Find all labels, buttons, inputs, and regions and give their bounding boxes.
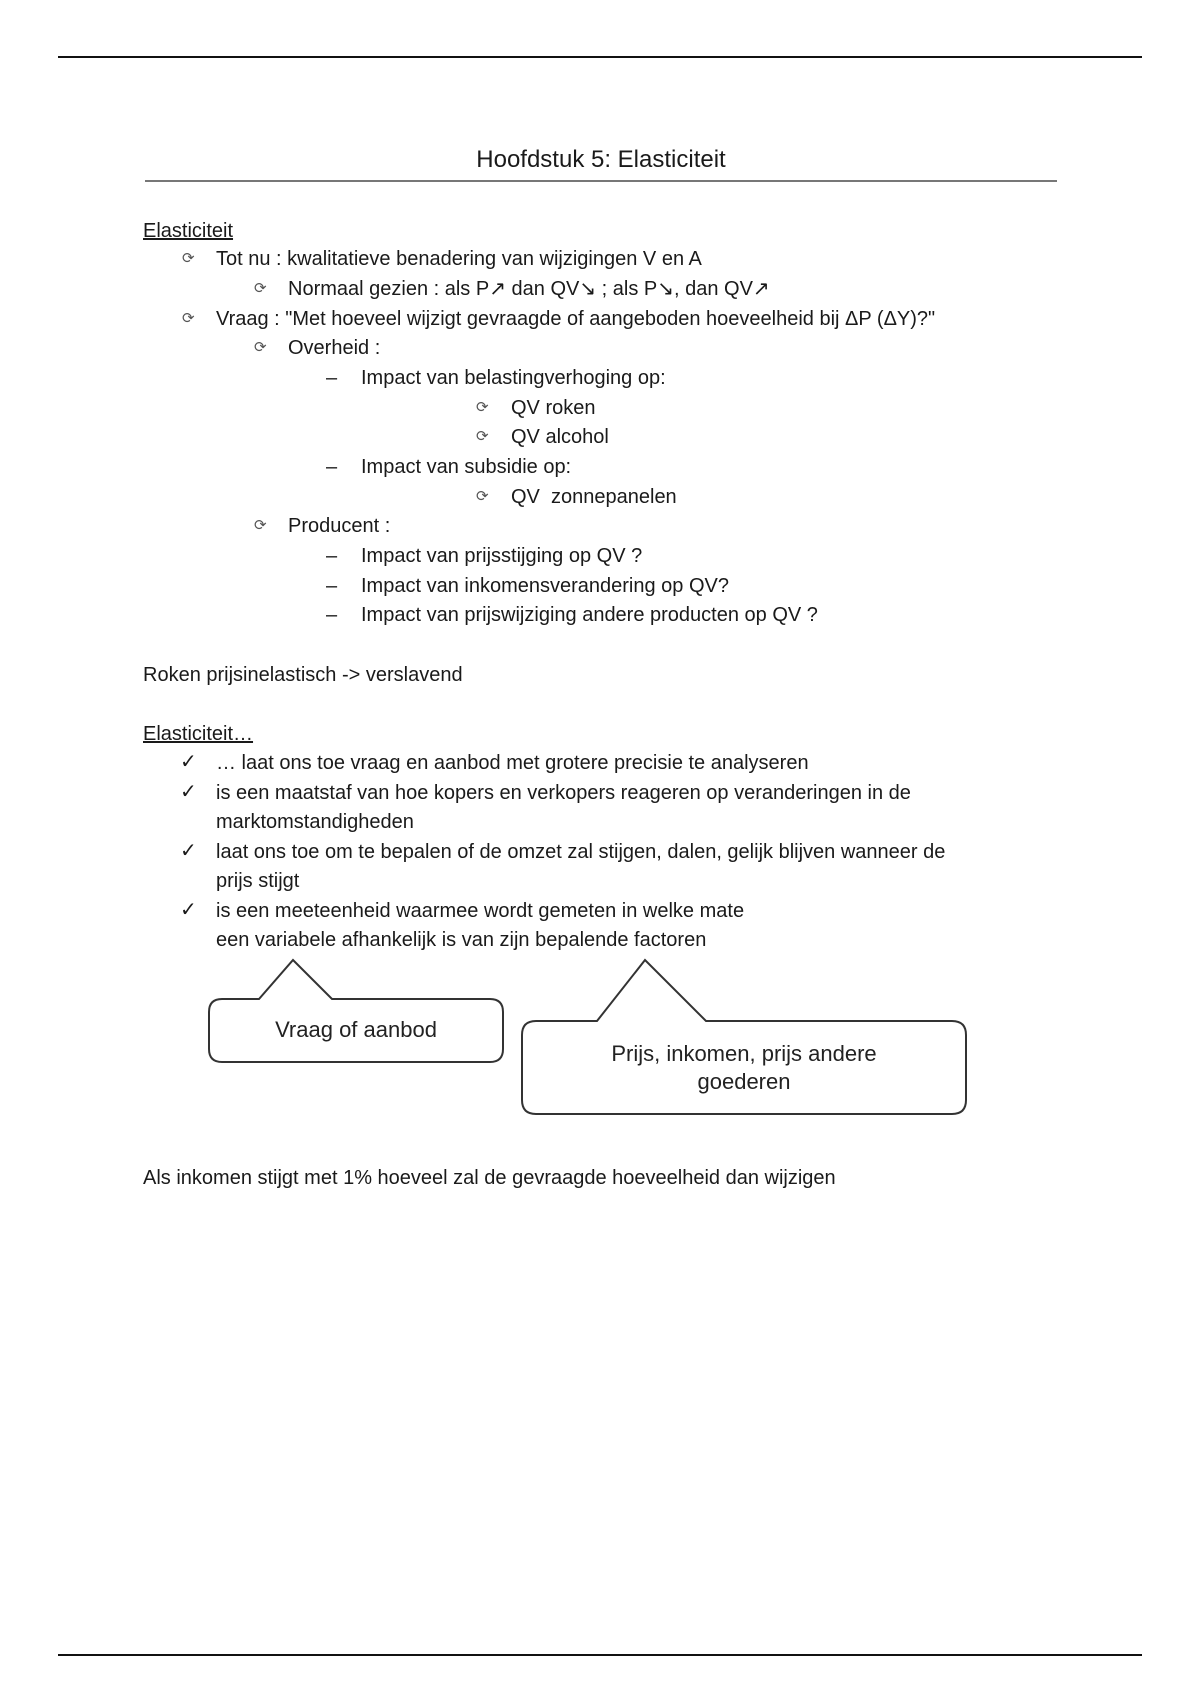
dash-icon: – <box>326 575 338 597</box>
list-item-continuation: marktomstandigheden <box>216 811 414 833</box>
list-item: Impact van prijsstijging op QV ? <box>361 545 643 567</box>
list-item: Producent : <box>288 515 391 537</box>
check-icon: ✓ <box>180 751 197 773</box>
list-item: is een maatstaf van hoe kopers en verkopers reageren op veranderingen in de <box>216 782 911 804</box>
bullet-icon: ⟳ <box>254 280 267 297</box>
section-heading-elasticiteit-2: Elasticiteit… <box>143 723 254 745</box>
bullet-icon: ⟳ <box>476 428 489 445</box>
list-item: QV roken <box>511 397 596 419</box>
note-text: Roken prijsinelastisch -> verslavend <box>143 664 463 686</box>
callout-left-text: Vraag of aanbod <box>275 1017 437 1042</box>
section-heading-elasticiteit: Elasticiteit <box>143 220 234 242</box>
list-item: Normaal gezien : als P↗ dan QV↘ ; als P↘, dan QV↗ <box>288 278 770 300</box>
closing-question: Als inkomen stijgt met 1% hoeveel zal de gevraagde hoeveelheid dan wijzigen <box>143 1167 836 1189</box>
list-item: Impact van belastingverhoging op: <box>361 367 666 389</box>
bullet-icon: ⟳ <box>476 399 489 416</box>
dash-icon: – <box>326 604 338 626</box>
list-item: Vraag : "Met hoeveel wijzigt gevraagde of aangeboden hoeveelheid bij ΔP (ΔY)?" <box>216 308 936 330</box>
list-item: QV zonnepanelen <box>511 486 677 508</box>
bullet-icon: ⟳ <box>182 310 195 327</box>
list-item: Impact van prijswijziging andere producten op QV ? <box>361 604 818 626</box>
bullet-icon: ⟳ <box>254 339 267 356</box>
check-icon: ✓ <box>180 899 197 921</box>
callout-right-text-line1: Prijs, inkomen, prijs andere <box>611 1041 877 1066</box>
page-title: Hoofdstuk 5: Elasticiteit <box>476 146 726 173</box>
list-item: Tot nu : kwalitatieve benadering van wijzigingen V en A <box>216 248 702 270</box>
dash-icon: – <box>326 456 338 478</box>
bullet-icon: ⟳ <box>182 250 195 267</box>
callout-right-text-line2: goederen <box>697 1069 791 1094</box>
bullet-icon: ⟳ <box>476 488 489 505</box>
callout-left-shape <box>209 960 503 1062</box>
list-item: Impact van subsidie op: <box>361 456 572 478</box>
check-icon: ✓ <box>180 781 197 803</box>
list-item-continuation: een variabele afhankelijk is van zijn bepalende factoren <box>216 929 707 951</box>
list-item: Overheid : <box>288 337 381 359</box>
list-item: laat ons toe om te bepalen of de omzet zal stijgen, dalen, gelijk blijven wanneer de <box>216 841 946 863</box>
list-item: QV alcohol <box>511 426 609 448</box>
list-item: Impact van inkomensverandering op QV? <box>361 575 729 597</box>
list-item: … laat ons toe vraag en aanbod met grotere precisie te analyseren <box>216 752 809 774</box>
check-icon: ✓ <box>180 840 197 862</box>
dash-icon: – <box>326 367 338 389</box>
list-item: is een meeteenheid waarmee wordt gemeten in welke mate <box>216 900 745 922</box>
list-item-continuation: prijs stijgt <box>216 870 300 892</box>
bullet-icon: ⟳ <box>254 517 267 534</box>
dash-icon: – <box>326 545 338 567</box>
